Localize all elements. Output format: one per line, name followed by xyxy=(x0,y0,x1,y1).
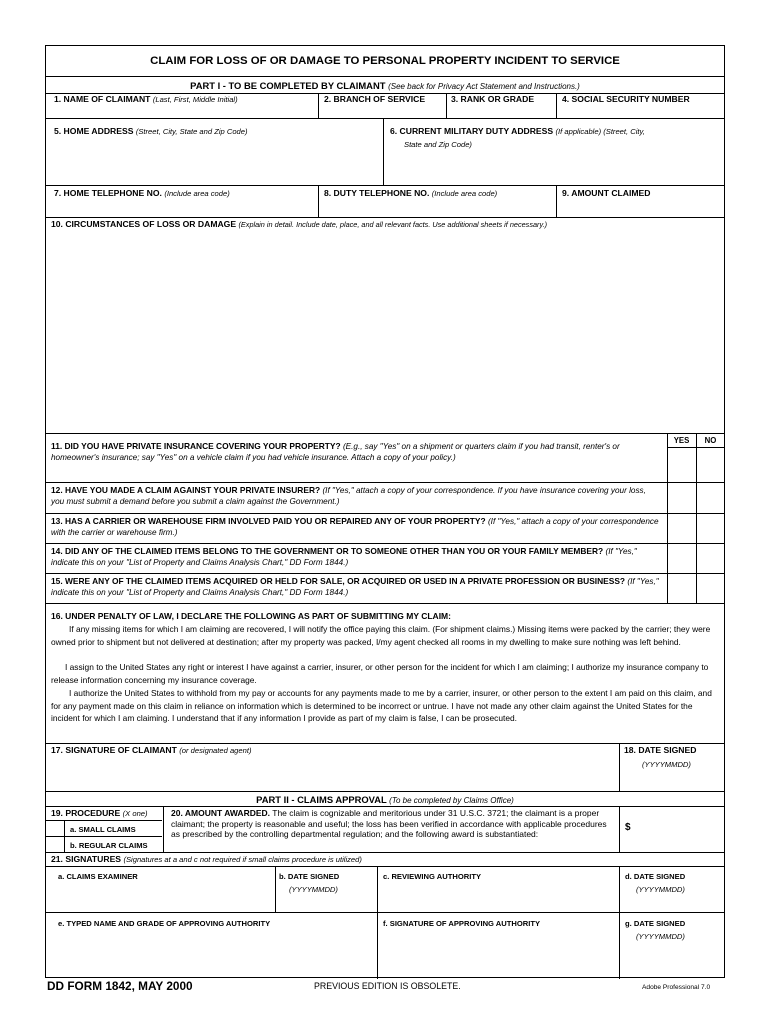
rank-or-grade-input[interactable] xyxy=(447,106,556,118)
field-8-label: 8. DUTY TELEPHONE NO. (Include area code) xyxy=(324,188,498,198)
declaration-paragraph-2: I assign to the United States any right or interest I have against a carrier, insurer, or other person for the incident for which I am claiming; I authorize my insurance company to release information concerning my insurance coverage. xyxy=(51,662,709,685)
field-2-label: 2. BRANCH OF SERVICE xyxy=(324,94,426,104)
software-note: Adobe Professional 7.0 xyxy=(642,984,711,991)
part2-note: (To be completed by Claims Office) xyxy=(389,796,514,805)
divider xyxy=(46,912,724,913)
q12-no-checkbox[interactable] xyxy=(697,483,725,513)
question-12: 12. HAVE YOU MADE A CLAIM AGAINST YOUR PRIVATE INSURER? (If "Yes," attach a copy of your correspondence. If you have insurance covering your loss, you must submit a demand before you submit a claim against the Government.) xyxy=(51,485,646,507)
claims-examiner-signature-input[interactable] xyxy=(46,884,275,912)
divider xyxy=(46,866,724,867)
field-17-label: 17. SIGNATURE OF CLAIMANT (or designated agent) xyxy=(51,745,252,755)
claimant-signature-input[interactable] xyxy=(46,757,619,791)
reviewing-authority-signature-input[interactable] xyxy=(378,884,619,912)
field-1-label: 1. NAME OF CLAIMANT (Last, First, Middle Initial) xyxy=(54,94,238,104)
amount-awarded-input[interactable] xyxy=(636,816,724,840)
q11-no-checkbox[interactable] xyxy=(697,448,725,482)
date-format-hint: (YYYYMMDD) xyxy=(636,885,685,894)
divider xyxy=(46,185,724,186)
divider xyxy=(46,806,724,807)
form-title: CLAIM FOR LOSS OF OR DAMAGE TO PERSONAL PROPERTY INCIDENT TO SERVICE xyxy=(150,55,620,67)
field-6-label: 6. CURRENT MILITARY DUTY ADDRESS (If applicable) (Street, City, xyxy=(390,126,645,136)
field-6-hint: State and Zip Code) xyxy=(404,140,472,149)
q13-no-checkbox[interactable] xyxy=(697,514,725,543)
amount-claimed-input[interactable] xyxy=(557,201,725,217)
name-of-claimant-input[interactable] xyxy=(46,106,318,118)
divider xyxy=(46,118,724,119)
part2-title: PART II - CLAIMS APPROVAL xyxy=(256,794,387,805)
date-format-hint: (YYYYMMDD) xyxy=(289,885,338,894)
divider xyxy=(46,513,724,514)
divider xyxy=(46,852,724,853)
divider xyxy=(46,573,724,574)
q13-yes-checkbox[interactable] xyxy=(668,514,696,543)
home-address-input[interactable] xyxy=(46,141,383,185)
date-signed-b-label: b. DATE SIGNED xyxy=(279,872,340,881)
small-claims-checkbox[interactable] xyxy=(47,821,64,836)
yes-header: YES xyxy=(673,436,690,445)
date-format-hint: (YYYYMMDD) xyxy=(642,760,691,769)
divider xyxy=(46,76,724,77)
part1-title: PART I - TO BE COMPLETED BY CLAIMANT xyxy=(190,80,386,91)
approving-authority-signature-input[interactable] xyxy=(378,932,619,978)
q12-yes-checkbox[interactable] xyxy=(668,483,696,513)
divider xyxy=(163,806,164,852)
ssn-input[interactable] xyxy=(557,106,725,118)
date-signed-g-input[interactable] xyxy=(620,944,725,978)
field-10-label: 10. CIRCUMSTANCES OF LOSS OR DAMAGE (Explain in detail. Include date, place, and all relevant facts. Use additional sheets if necessary.) xyxy=(51,219,548,229)
divider xyxy=(46,217,724,218)
date-signed-18-input[interactable] xyxy=(620,771,725,791)
date-signed-g-label: g. DATE SIGNED xyxy=(625,919,686,928)
q14-yes-checkbox[interactable] xyxy=(668,544,696,573)
approving-authority-name-input[interactable] xyxy=(46,932,377,978)
divider xyxy=(46,433,724,434)
approving-authority-signature-label: f. SIGNATURE OF APPROVING AUTHORITY xyxy=(383,919,541,928)
duty-address-input[interactable] xyxy=(384,152,725,185)
declaration-paragraph-1: If any missing items for which I am claiming are recovered, I will notify the office paying this claim. (For shipment claims.) Missing items were packed by the carrier; they were owned prior to shipment but not delivered at destination; after my property was packed, I/my agent checked all rooms in my dwelling to make sure nothing was left behind. xyxy=(51,624,711,647)
date-format-hint: (YYYYMMDD) xyxy=(636,932,685,941)
field-20-label: 20. AMOUNT AWARDED. xyxy=(171,808,271,818)
q15-yes-checkbox[interactable] xyxy=(668,574,696,603)
divider xyxy=(619,806,620,852)
divider xyxy=(46,543,724,544)
divider xyxy=(46,791,724,792)
part1-note: (See back for Privacy Act Statement and Instructions.) xyxy=(388,82,580,91)
small-claims-label: a. SMALL CLAIMS xyxy=(70,825,136,834)
duty-telephone-input[interactable] xyxy=(319,201,556,217)
divider xyxy=(46,482,724,483)
divider xyxy=(46,603,724,604)
question-14: 14. DID ANY OF THE CLAIMED ITEMS BELONG TO THE GOVERNMENT OR TO SOMEONE OTHER THAN YOU OR YOUR FAMILY MEMBER? (If "Yes," indicate this on your "List of Property and Claims Analysis Chart," DD Form 1844.) xyxy=(51,546,637,568)
home-telephone-input[interactable] xyxy=(46,201,318,217)
divider xyxy=(46,743,724,744)
field-7-label: 7. HOME TELEPHONE NO. (Include area code) xyxy=(54,188,230,198)
field-20-text: The claim is cognizable and meritorious under 31 U.S.C. 3721; the claimant is a proper claimant; the property is reasonable and useful; the loss has been verified in accordance with applicable procedures as prescribed by the controlling departmental regulation; and the following award is substantiated: xyxy=(171,808,607,840)
claim-form xyxy=(45,45,725,978)
reviewing-authority-label: c. REVIEWING AUTHORITY xyxy=(383,872,482,881)
declaration-heading: 16. UNDER PENALTY OF LAW, I DECLARE THE FOLLOWING AS PART OF SUBMITTING MY CLAIM: xyxy=(51,611,451,621)
part2-heading xyxy=(46,794,724,805)
obsolete-notice: PREVIOUS EDITION IS OBSOLETE. xyxy=(314,981,461,991)
circumstances-input[interactable] xyxy=(48,233,726,434)
field-19-label: 19. PROCEDURE (X one) xyxy=(51,808,148,818)
claims-examiner-label: a. CLAIMS EXAMINER xyxy=(58,872,138,881)
question-13: 13. HAS A CARRIER OR WAREHOUSE FIRM INVOLVED PAID YOU OR REPAIRED ANY OF YOUR PROPERTY? (If "Yes," attach a copy of your correspondence with the carrier or warehouse firm.) xyxy=(51,516,659,538)
approving-authority-name-label: e. TYPED NAME AND GRADE OF APPROVING AUTHORITY xyxy=(58,919,271,928)
regular-claims-label: b. REGULAR CLAIMS xyxy=(70,841,148,850)
date-signed-b-input[interactable] xyxy=(276,896,377,912)
date-signed-d-label: d. DATE SIGNED xyxy=(625,872,686,881)
no-header: NO xyxy=(704,436,717,445)
field-20-statement xyxy=(171,808,616,840)
field-18-label: 18. DATE SIGNED xyxy=(624,745,697,755)
part1-heading xyxy=(46,80,724,91)
branch-of-service-input[interactable] xyxy=(319,106,446,118)
regular-claims-checkbox[interactable] xyxy=(47,837,64,852)
question-15: 15. WERE ANY OF THE CLAIMED ITEMS ACQUIRED OR HELD FOR SALE, OR ACQUIRED OR USED IN A PRIVATE PROFESSION OR BUSINESS? (If "Yes," indicate this on your "List of Property and Claims Analysis Chart," DD Form 1844.) xyxy=(51,576,659,598)
field-4-label: 4. SOCIAL SECURITY NUMBER xyxy=(562,94,690,104)
question-11: 11. DID YOU HAVE PRIVATE INSURANCE COVERING YOUR PROPERTY? (E.g., say "Yes" on a shipment or quarters claim if you had transit, renter's or homeowner's insurance; say "Yes" on a vehicle claim if you had vehicle insurance. Attach a copy of your policy.) xyxy=(51,441,620,463)
q14-no-checkbox[interactable] xyxy=(697,544,725,573)
form-id: DD FORM 1842, MAY 2000 xyxy=(47,979,193,993)
date-signed-d-input[interactable] xyxy=(620,896,725,912)
field-5-label: 5. HOME ADDRESS (Street, City, State and Zip Code) xyxy=(54,126,248,136)
declaration-paragraph-3: I authorize the United States to withhold from my pay or accounts for any payments made to me by a carrier, insurer, or other person to the extent I am paid on this claim, and for any payment made on this claim in reliance on information which is determined to be incorrect or untrue. I have not made any other claim against the United States for the incident for which I am claiming. I understand that if any information I provide as part of my claim is false, I can be prosecuted. xyxy=(51,688,712,724)
field-21-label: 21. SIGNATURES (Signatures at a and c not required if small claims procedure is utilized) xyxy=(51,854,362,864)
field-9-label: 9. AMOUNT CLAIMED xyxy=(562,188,651,198)
dollar-sign: $ xyxy=(625,822,631,833)
q11-yes-checkbox[interactable] xyxy=(668,448,696,482)
field-3-label: 3. RANK OR GRADE xyxy=(451,94,535,104)
q15-no-checkbox[interactable] xyxy=(697,574,725,603)
